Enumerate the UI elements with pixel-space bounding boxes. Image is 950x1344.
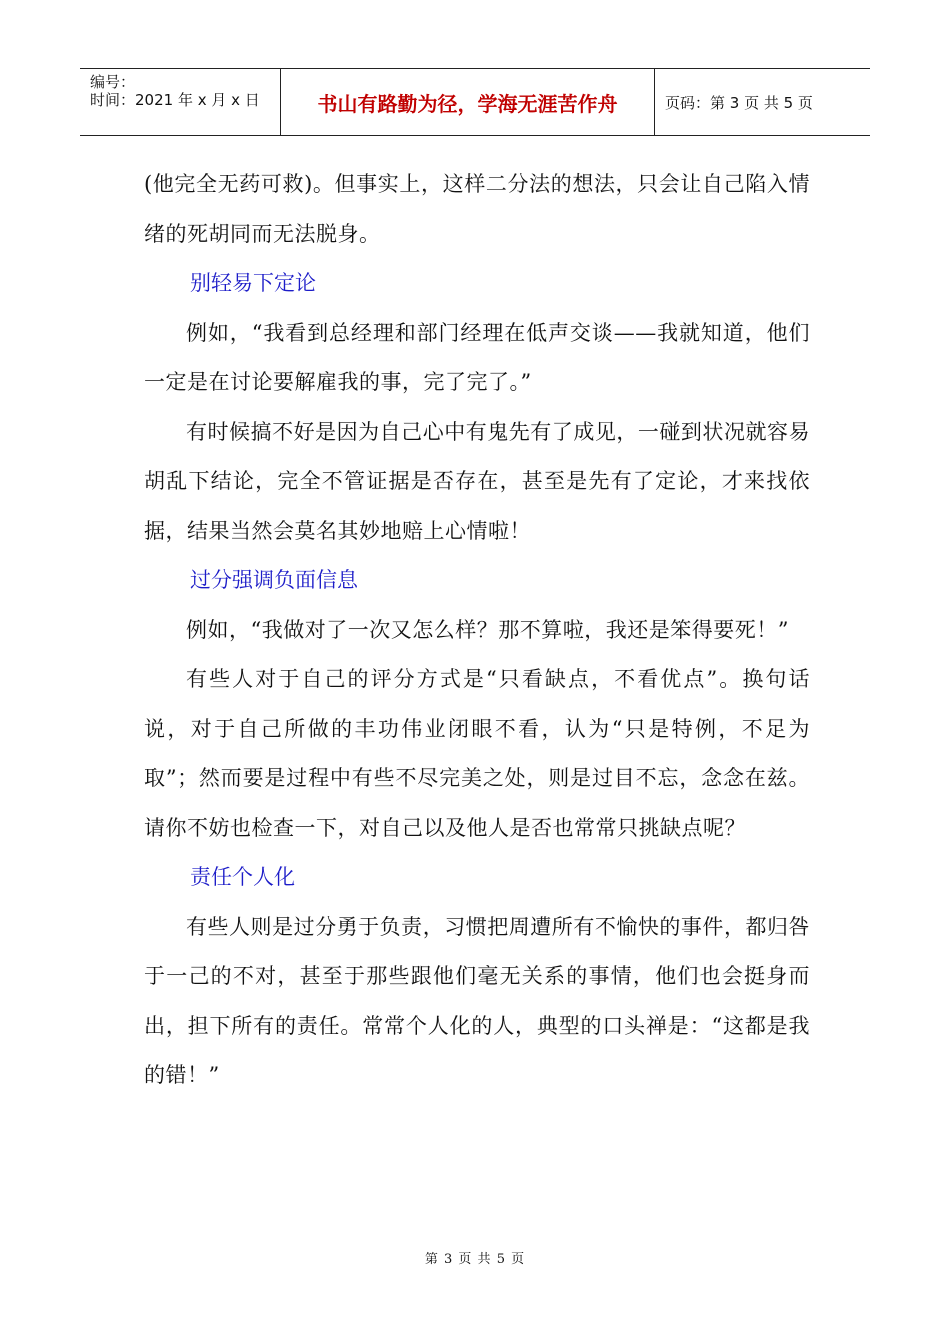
- paragraph: 例如，“我看到总经理和部门经理在低声交谈——我就知道，他们一定是在讨论要解雇我的事，完了完了。”: [144, 320, 810, 394]
- document-date: 时间：2021 年 x 月 x 日: [90, 91, 260, 109]
- document-number-label: 编号：: [90, 73, 136, 91]
- paragraph: 有些人则是过分勇于负责，习惯把周遭所有不愉快的事件，都归咎于一己的不对，甚至于那些跟他们毫无关系的事情，他们也会挺身而出，担下所有的责任。常常个人化的人，典型的口头禅是：“这都是我的错！”: [144, 914, 810, 1087]
- paragraph: 例如，“我做对了一次又怎么样？那不算啦，我还是笨得要死！”: [186, 617, 789, 642]
- page-header: [80, 68, 870, 136]
- header-meta: [80, 69, 281, 135]
- section-heading: 别轻易下定论: [190, 271, 316, 295]
- header-page-code: 页码：第 3 页 共 5 页: [665, 93, 813, 112]
- paragraph: (他完全无药可救)。但事实上，这样二分法的想法，只会让自己陷入情绪的死胡同而无法脱身。: [144, 172, 810, 246]
- document-body: [144, 160, 810, 1101]
- section-heading: 责任个人化: [190, 865, 295, 889]
- section-heading: 过分强调负面信息: [190, 568, 358, 592]
- header-motto: 书山有路勤为径，学海无涯苦作舟: [281, 69, 655, 135]
- paragraph: 有时候搞不好是因为自己心中有鬼先有了成见，一碰到状况就容易胡乱下结论，完全不管证据是否存在，甚至是先有了定论，才来找依据，结果当然会莫名其妙地赔上心情啦！: [144, 419, 810, 543]
- paragraph: 有些人对于自己的评分方式是“只看缺点，不看优点”。换句话说，对于自己所做的丰功伟业闭眼不看，认为“只是特例，不足为取”；然而要是过程中有些不尽完美之处，则是过目不忘，念念在兹。请你不妨也检查一下，对自己以及他人是否也常常只挑缺点呢？: [144, 667, 810, 840]
- page-footer: 第 3 页 共 5 页: [424, 1252, 526, 1267]
